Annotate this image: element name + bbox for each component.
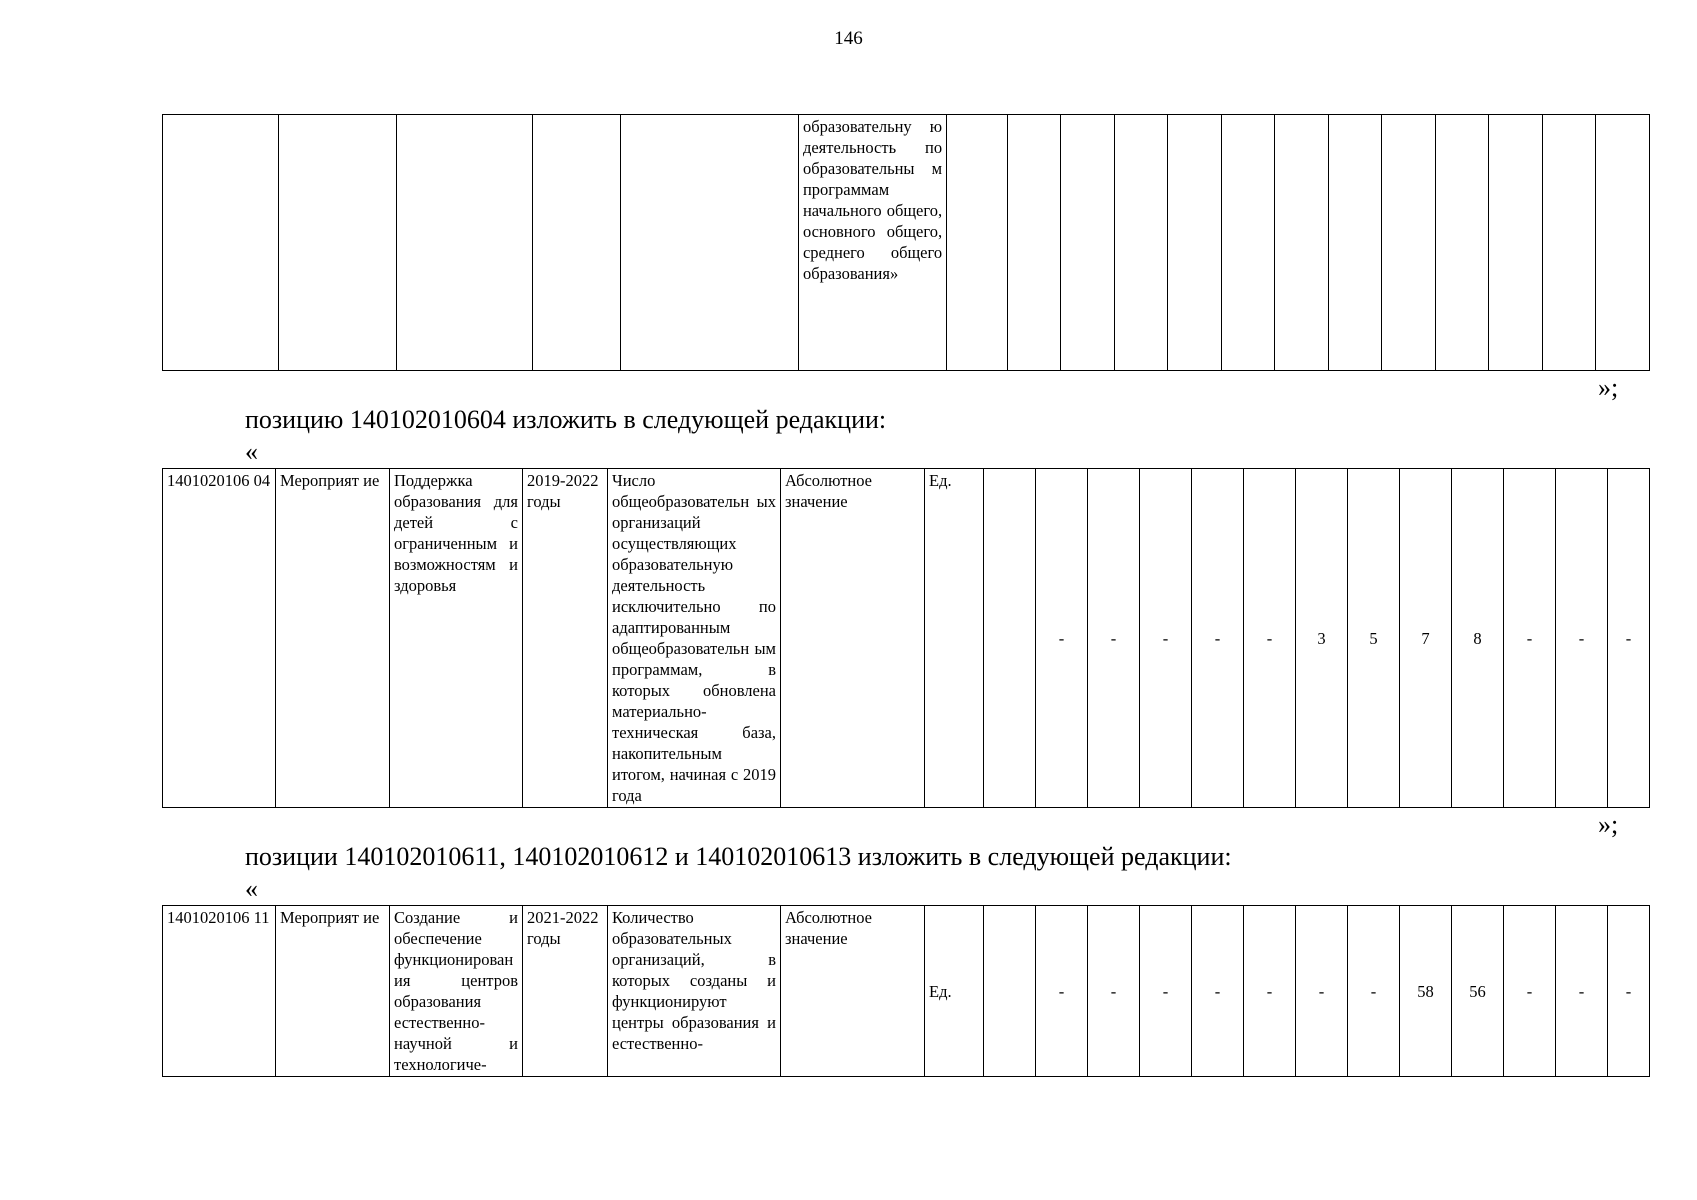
cell-unit: Ед.	[925, 469, 984, 808]
table-row	[163, 906, 1650, 1077]
cell-base	[1007, 115, 1061, 371]
cell-code: 1401020106 04	[163, 469, 276, 808]
cell-value-type: Абсолютное значение	[781, 469, 925, 808]
cell-value: -	[1244, 469, 1296, 808]
cell-name: Поддержка образования для детей с ограниченным и возможностям и здоровья	[390, 469, 523, 808]
cell-value: 58	[1400, 906, 1452, 1077]
cell-value	[1221, 115, 1275, 371]
cell-value: -	[1140, 469, 1192, 808]
cell-value: 5	[1348, 469, 1400, 808]
cell-value	[1168, 115, 1222, 371]
cell-value	[1061, 115, 1115, 371]
cell-value: -	[1608, 469, 1650, 808]
cell-type: Мероприят ие	[276, 906, 390, 1077]
cell-value-type: Абсолютное значение	[781, 906, 925, 1077]
cell-value	[1328, 115, 1382, 371]
cell-value: -	[1556, 469, 1608, 808]
cell-value: -	[1504, 906, 1556, 1077]
cell-value: 8	[1452, 469, 1504, 808]
cell-value: -	[1036, 906, 1088, 1077]
cell-indicator: Количество образовательных организаций, в которых созданы и функционируют центры образования и естественно-	[608, 906, 781, 1077]
cell-value	[1382, 115, 1436, 371]
cell-years: 2021-2022 годы	[523, 906, 608, 1077]
cell-unit	[947, 115, 1008, 371]
cell-value: -	[1192, 906, 1244, 1077]
table-continuation	[162, 114, 1650, 371]
cell-value: -	[1556, 906, 1608, 1077]
cell-indicator: Число общеобразовательн ых организаций осуществляющих образовательную деятельность исключительно по адаптированным общеобразовательн ым программам, в которых обновлена материально-техническая база, накопительным итогом, начиная с 2019 года	[608, 469, 781, 808]
cell-code: 1401020106 11	[163, 906, 276, 1077]
table-position-604	[162, 468, 1650, 808]
cell-value: -	[1504, 469, 1556, 808]
cell-value: -	[1244, 906, 1296, 1077]
cell-value-type: образовательну ю деятельность по образовательны м программам начального общего, основного общего, среднего общего образования»	[798, 115, 946, 371]
cell-type: Мероприят ие	[276, 469, 390, 808]
opening-quote: «	[245, 874, 258, 903]
cell-value: -	[1140, 906, 1192, 1077]
cell-value	[1435, 115, 1489, 371]
cell-value: -	[1192, 469, 1244, 808]
cell-value	[1489, 115, 1543, 371]
cell-base	[984, 906, 1036, 1077]
opening-quote: «	[245, 437, 258, 466]
cell-name	[396, 115, 533, 371]
cell-value: -	[1296, 906, 1348, 1077]
cell-value	[1114, 115, 1168, 371]
cell-value: -	[1036, 469, 1088, 808]
table-row	[163, 469, 1650, 808]
amendment-heading: позиции 140102010611, 140102010612 и 140102010613 изложить в следующей редакции:	[245, 842, 1232, 871]
table-row	[163, 115, 1650, 371]
cell-value: 7	[1400, 469, 1452, 808]
cell-years: 2019-2022 годы	[523, 469, 608, 808]
closing-quote: »;	[1598, 810, 1619, 839]
page-number: 146	[834, 28, 863, 49]
cell-value: -	[1088, 906, 1140, 1077]
cell-unit: Ед.	[925, 906, 984, 1077]
table-position-611	[162, 905, 1650, 1077]
cell-name: Создание и обеспечение функционирования центров образования естественно-научной и технологиче-	[390, 906, 523, 1077]
cell-years	[533, 115, 620, 371]
cell-indicator	[620, 115, 798, 371]
cell-value: 56	[1452, 906, 1504, 1077]
cell-value	[1542, 115, 1596, 371]
cell-value: -	[1088, 469, 1140, 808]
cell-code	[163, 115, 279, 371]
amendment-heading: позицию 140102010604 изложить в следующей редакции:	[245, 405, 887, 434]
cell-value: 3	[1296, 469, 1348, 808]
cell-type	[279, 115, 396, 371]
cell-value: -	[1348, 906, 1400, 1077]
cell-value: -	[1608, 906, 1650, 1077]
cell-base	[984, 469, 1036, 808]
closing-quote: »;	[1598, 373, 1619, 402]
cell-value	[1596, 115, 1650, 371]
cell-value	[1275, 115, 1329, 371]
